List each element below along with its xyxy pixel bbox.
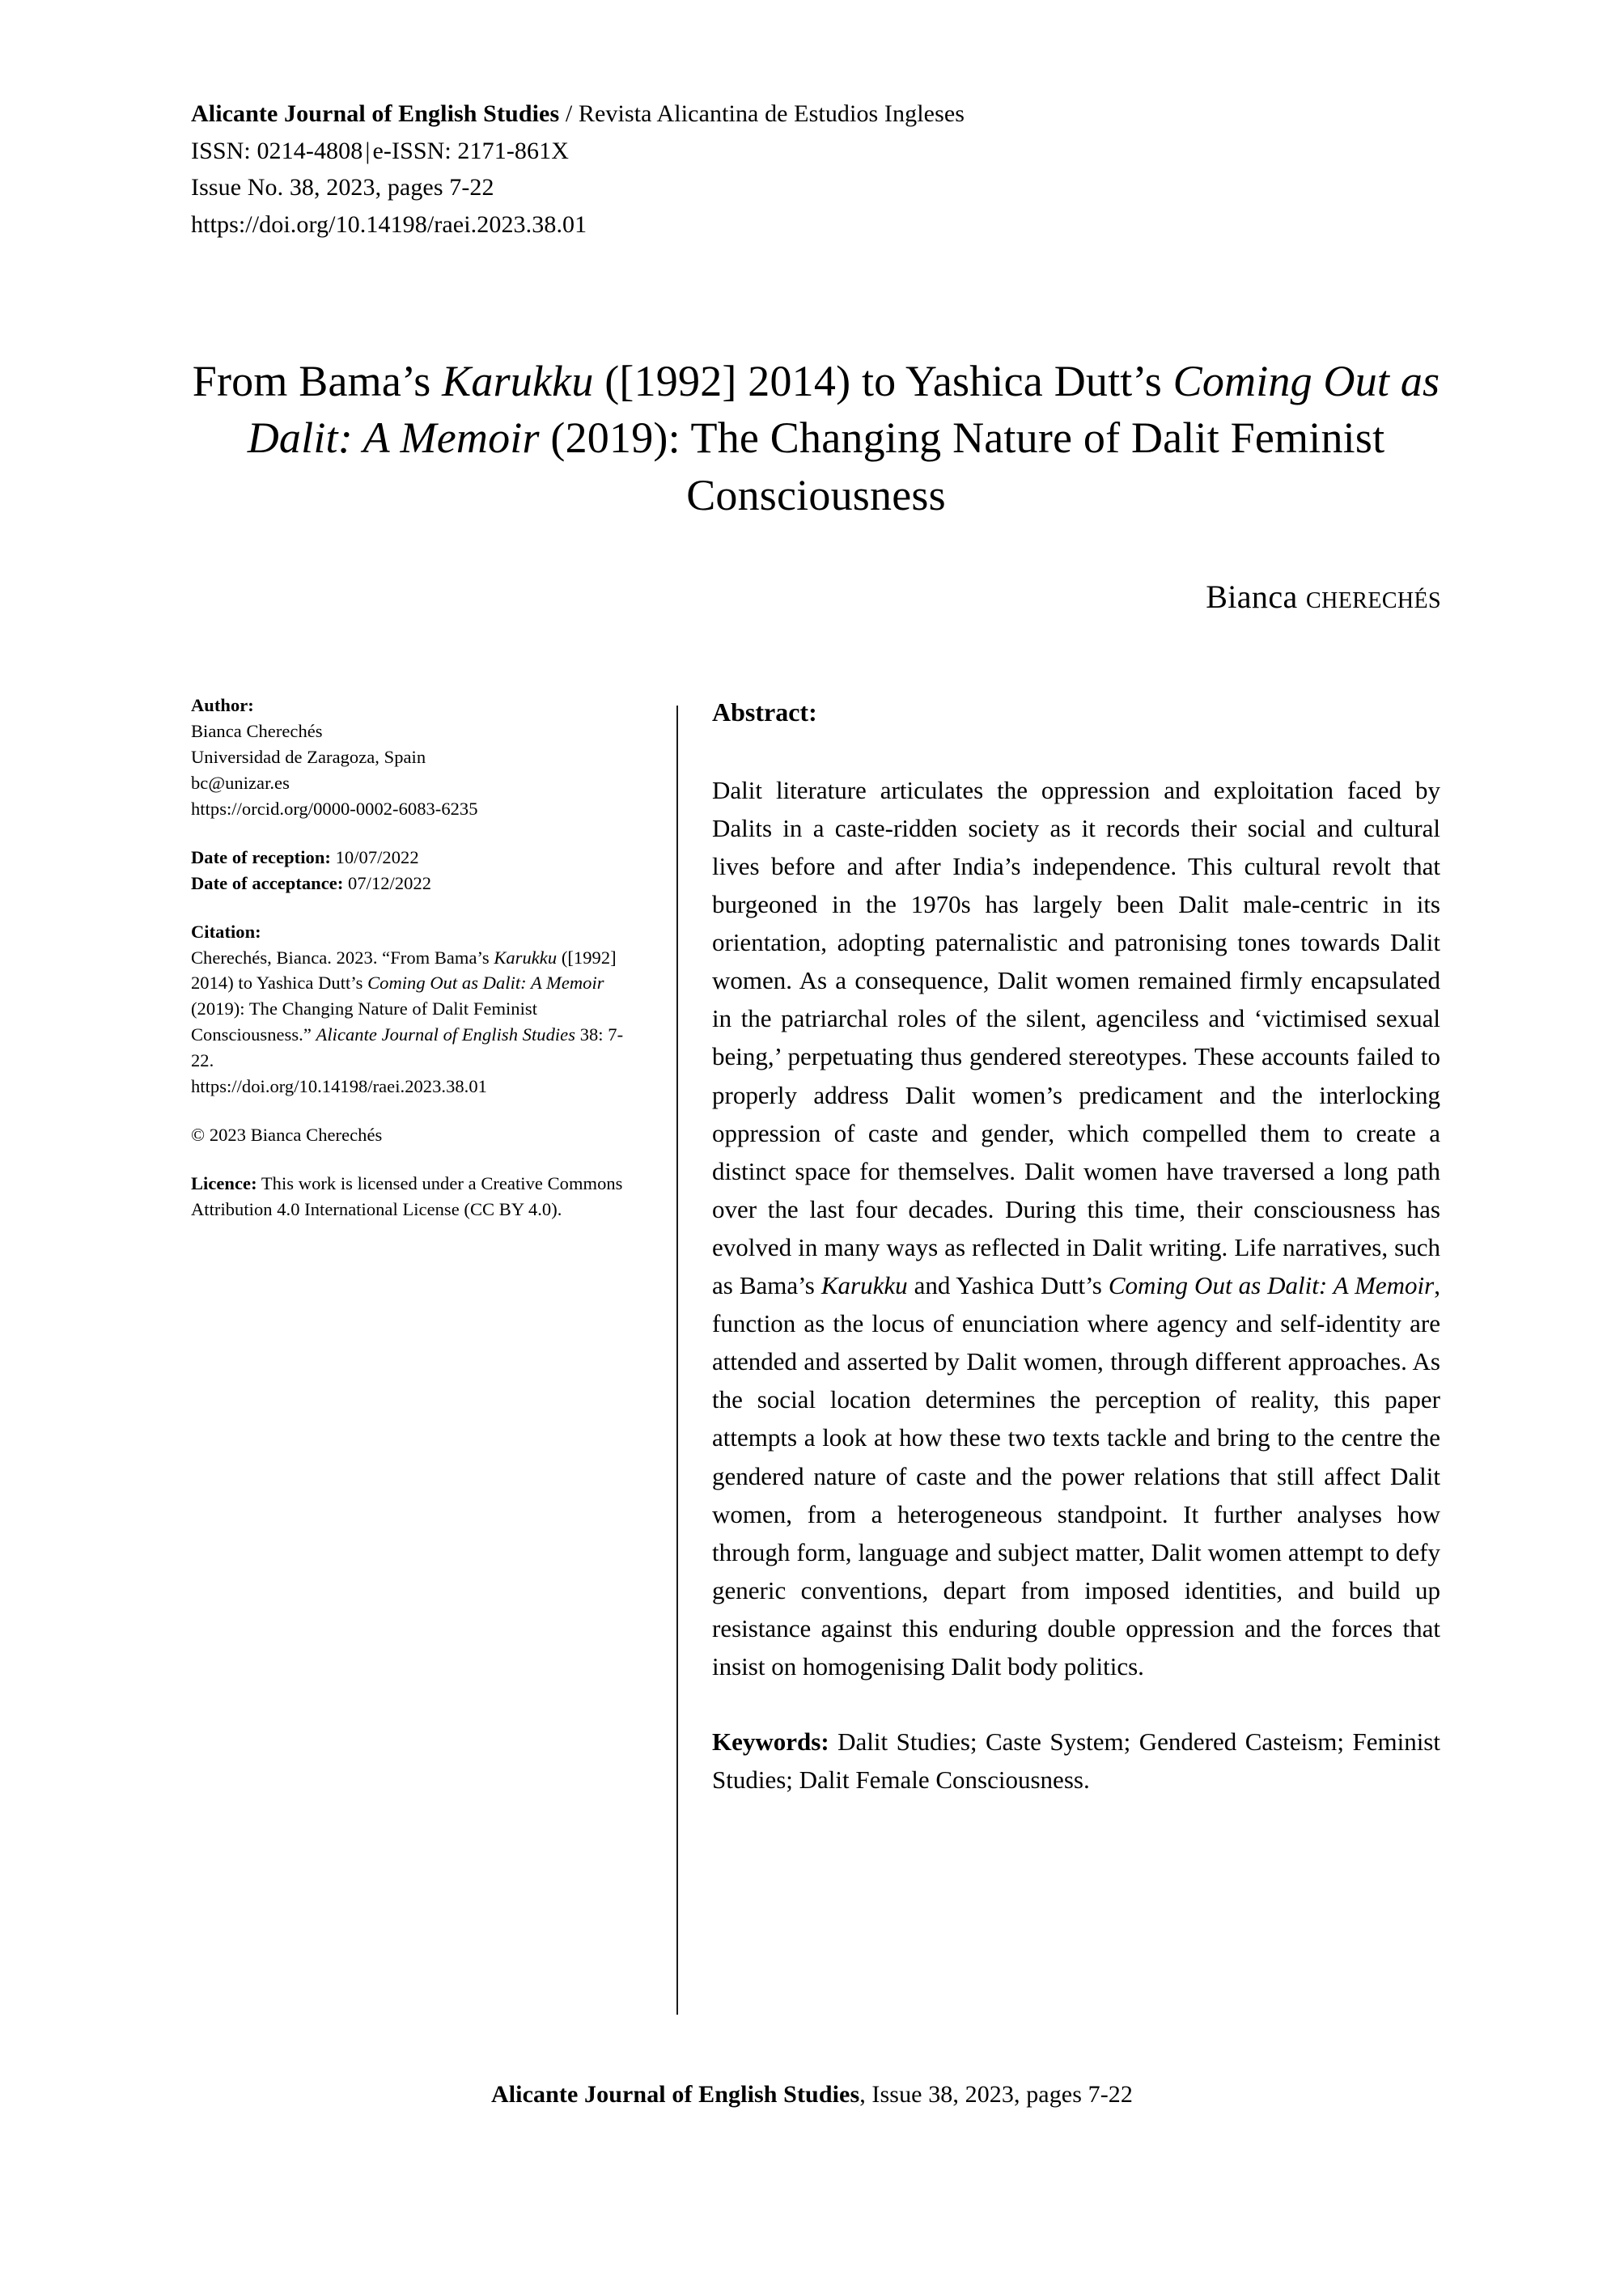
citation-block <box>191 919 628 1100</box>
citation-doi-link[interactable]: https://doi.org/10.14198/raei.2023.38.01 <box>191 1076 487 1097</box>
citation-seg-i3: Alicante Journal of English Studies <box>316 1024 576 1045</box>
author-info-block <box>191 693 628 822</box>
footer-journal-name: Alicante Journal of English Studies <box>490 2081 860 2108</box>
masthead-doi-link[interactable]: https://doi.org/10.14198/raei.2023.38.01 <box>191 210 587 238</box>
citation-heading: Citation: <box>191 921 261 942</box>
citation-text <box>191 947 623 1071</box>
citation-seg-i1: Karukku <box>494 947 558 968</box>
masthead-journal-name: Alicante Journal of English Studies <box>191 100 560 127</box>
author-byline <box>1206 578 1441 616</box>
reception-label: Date of reception: <box>191 846 331 867</box>
title-line-3: Changing Nature of Dalit Feminist Consciousness <box>686 413 1385 519</box>
abstract-seg-i2: Coming Out as Dalit: A Memoir <box>1108 1271 1435 1300</box>
title-seg-2i: Coming Out as Dalit: A Memoir <box>247 357 1440 463</box>
masthead-journal-name-alt: / Revista Alicantina de Estudios Ingleses <box>559 100 965 127</box>
eissn-label: e-ISSN: 2171-861X <box>372 137 569 164</box>
abstract-column <box>712 693 1440 1799</box>
citation-seg-2: ([1992] 2014) to Yashica Dutt’s <box>191 947 617 994</box>
sidebar-affiliation: Universidad de Zaragoza, Spain <box>191 746 426 767</box>
date-of-acceptance <box>191 871 628 896</box>
footer-issue-info: , Issue 38, 2023, pages 7-22 <box>859 2081 1133 2108</box>
abstract-seg-i1: Karukku <box>820 1271 908 1300</box>
citation-seg-3: (2019): The Changing Nature of Dalit Feminist Consciousness.” <box>191 998 538 1045</box>
masthead-journal-line <box>191 95 1453 133</box>
abstract-seg-2: and Yashica Dutt’s <box>907 1271 1109 1300</box>
abstract-seg-3: , function as the locus of enunciation where agency and self-identity are attended and asserted by Dalit women, through different approaches. As the social location determines the perception of reality, this paper attempts a look at how these two texts tackle and bring to the centre the gendered nature of caste and the power relations that still affect Dalit women, from a heterogeneous standpoint. It further analyses how through form, language and subject matter, Dalit women attempt to defy generic conventions, depart from imposed identities, and build up resistance against this enduring double oppression and the forces that insist on homogenising Dalit body politics. <box>712 1271 1440 1681</box>
title-seg-1b: ([1992] 2014) to Yashica <box>593 357 1043 406</box>
licence-label: Licence: <box>191 1173 257 1194</box>
acceptance-label: Date of acceptance: <box>191 872 344 893</box>
masthead <box>191 95 1453 243</box>
page-footer <box>0 2081 1624 2109</box>
citation-seg-i2: Coming Out as Dalit: A Memoir <box>367 973 604 994</box>
title-seg-1i: Karukku <box>442 357 594 406</box>
keywords-value: Dalit Studies; Caste System; Gendered Casteism; Feminist Studies; Dalit Female Consciousness. <box>712 1727 1440 1795</box>
column-divider <box>676 706 678 2015</box>
sidebar-author-name: Bianca Cherechés <box>191 720 323 741</box>
reception-value: 10/07/2022 <box>330 846 419 867</box>
abstract-text <box>712 771 1440 1686</box>
citation-seg-1: Cherechés, Bianca. 2023. “From Bama’s <box>191 947 494 968</box>
masthead-issue-line: Issue No. 38, 2023, pages 7-22 <box>191 174 494 201</box>
author-heading: Author: <box>191 695 254 715</box>
dates-block <box>191 845 628 896</box>
copyright-notice: © 2023 Bianca Cherechés <box>191 1125 383 1146</box>
author-surname: cherechés <box>1306 579 1441 615</box>
keywords-label: Keywords: <box>712 1727 829 1757</box>
metadata-sidebar <box>191 693 628 1223</box>
masthead-issn-line <box>191 133 1453 170</box>
licence-block <box>191 1171 628 1223</box>
title-seg-2b: (2019): The <box>539 413 760 463</box>
abstract-heading: Abstract: <box>712 697 817 727</box>
sidebar-email[interactable]: bc@unizar.es <box>191 772 290 793</box>
date-of-reception <box>191 845 628 871</box>
acceptance-value: 07/12/2022 <box>343 872 432 893</box>
sidebar-orcid-link[interactable]: https://orcid.org/0000-0002-6083-6235 <box>191 798 478 819</box>
abstract-seg-1: Dalit literature articulates the oppression and exploitation faced by Dalits in a caste-ridden society as it records their social and cultural lives before and after India’s independence. This cultural revolt that burgeoned in the 1970s has largely been Dalit male-centric in its orientation, adopting paternalistic and patronising tones towards Dalit women. As a consequence, Dalit women remained firmly encapsulated in the patriarchal roles of the silent, agenciless and ‘victimised sexual being,’ perpetuating thus gendered stereotypes. These accounts failed to properly address Dalit women’s predicament and the interlocking oppression of caste and gender, which compelled them to create a distinct space for themselves. Dalit women have traversed a long path over the last four decades. During this time, their consciousness has evolved in many ways as reflected in Dalit writing. Life narratives, such as Bama’s <box>712 775 1440 1300</box>
copyright-block <box>191 1122 628 1148</box>
author-given-name: Bianca <box>1206 579 1307 615</box>
issn-label: ISSN: 0214-4808 <box>191 137 363 164</box>
keywords-line <box>712 1723 1440 1799</box>
page-title <box>191 353 1441 523</box>
citation-seg-4: 38: 7-22. <box>191 1024 624 1071</box>
issn-separator: | <box>365 137 371 164</box>
licence-text: This work is licensed under a Creative Commons Attribution 4.0 International License (CC BY 4.0). <box>191 1173 623 1219</box>
title-seg-1a: From Bama’s <box>192 357 443 406</box>
title-line-1 <box>193 357 1043 405</box>
title-seg-2a: Dutt’s <box>1054 357 1173 406</box>
